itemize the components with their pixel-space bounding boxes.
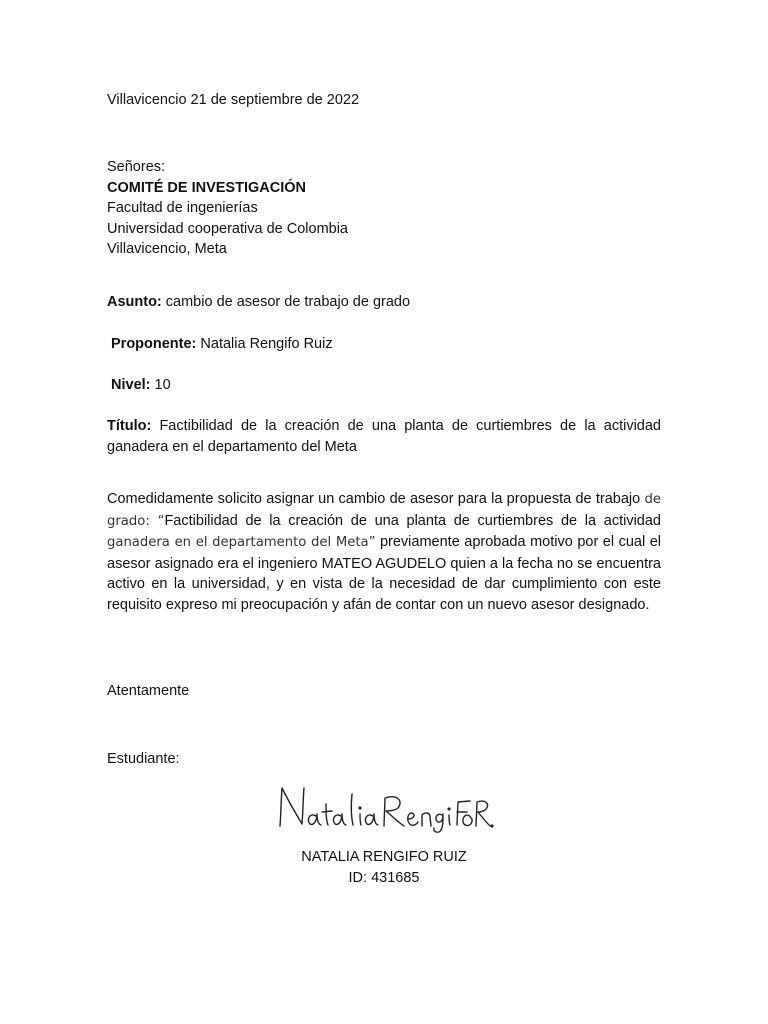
recipient-block xyxy=(107,157,661,260)
closing-text: Atentamente xyxy=(107,683,190,699)
signer-block xyxy=(0,847,768,888)
title-paragraph xyxy=(107,416,661,457)
body-part-2: de grado: “ xyxy=(107,492,661,529)
level-label: Nivel: xyxy=(111,377,151,393)
subject-label: Asunto: xyxy=(107,294,162,310)
proponent-line xyxy=(111,334,665,355)
signer-name: NATALIA RENGIFO RUIZ xyxy=(301,849,467,865)
body-part-3: Factibilidad de la creación de una planta de curtiembres de la actividad xyxy=(164,512,661,529)
title-label: Título: xyxy=(107,418,152,434)
student-line xyxy=(107,749,661,770)
date-text: Villavicencio 21 de septiembre de 2022 xyxy=(107,92,360,108)
student-label: Estudiante: xyxy=(107,751,180,767)
university-name: Universidad cooperativa de Colombia xyxy=(107,220,348,237)
committee-name: COMITÉ DE INVESTIGACIÓN xyxy=(107,179,306,196)
handwritten-signature xyxy=(272,782,494,834)
title-value: Factibilidad de la creación de una planta de curtiembres de la actividad ganadera en el departamento del Meta xyxy=(107,418,661,455)
body-part-1: Comedidamente solicito asignar un cambio de asesor para la propuesta de trabajo xyxy=(107,491,645,507)
level-value: 10 xyxy=(150,377,171,393)
subject-line xyxy=(107,292,661,313)
closing-line xyxy=(107,681,661,702)
faculty-name: Facultad de ingenierías xyxy=(107,200,258,216)
proponent-value: Natalia Rengifo Ruiz xyxy=(196,336,333,352)
date-line xyxy=(107,90,661,111)
proponent-label: Proponente: xyxy=(111,336,197,352)
body-paragraph xyxy=(107,489,661,615)
salutation: Señores: xyxy=(107,159,166,175)
signer-id: ID: 431685 xyxy=(348,869,420,886)
level-line xyxy=(111,375,665,396)
body-part-4: ganadera en el departamento del Meta” xyxy=(107,535,376,550)
body-part-5: previamente aprobada motivo por el cual el asesor asignado era el ingeniero MATEO AGUDELO quien a la fecha no se encuentra activo en la universidad, y en vista de la necesidad de dar cumplimiento con este requisito expreso mi preocupación y afán de contar con un nuevo asesor designado. xyxy=(107,534,662,613)
subject-value: cambio de asesor de trabajo de grado xyxy=(161,294,411,310)
recipient-city: Villavicencio, Meta xyxy=(107,241,227,257)
